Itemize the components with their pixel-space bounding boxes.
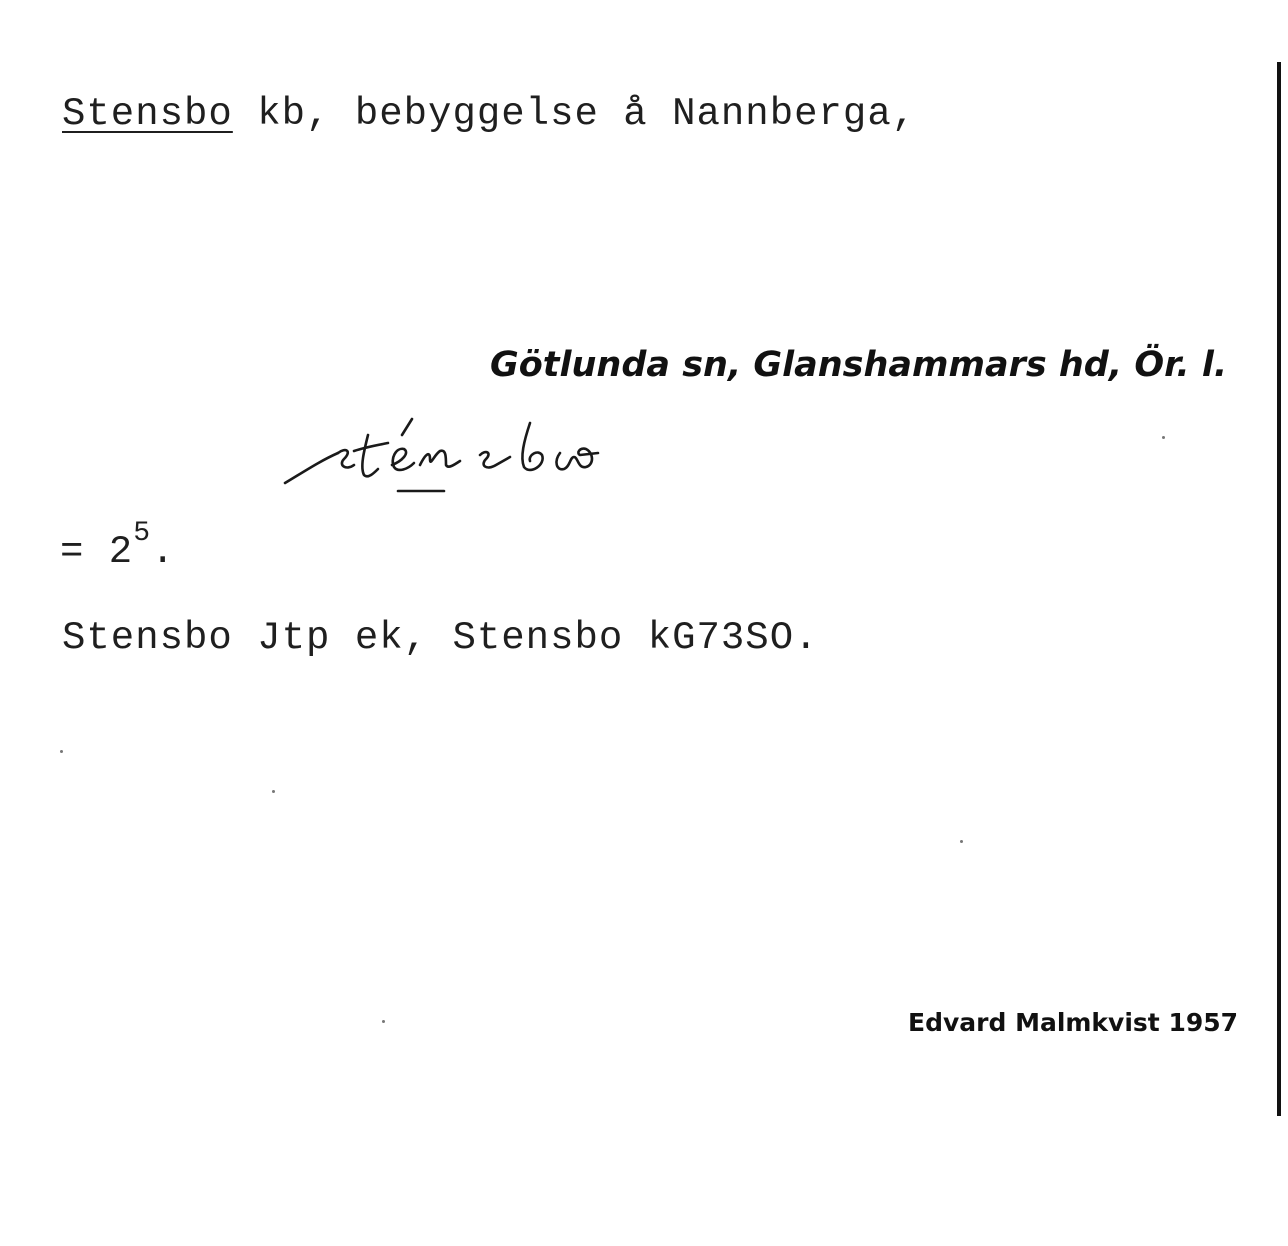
entry-line bbox=[62, 92, 916, 136]
card-edge bbox=[1277, 62, 1281, 1116]
formula-line bbox=[60, 518, 176, 574]
pronunciation-text bbox=[280, 395, 283, 396]
handwritten-pronunciation bbox=[280, 395, 700, 505]
speck bbox=[382, 1020, 385, 1023]
speck bbox=[272, 790, 275, 793]
speck bbox=[1162, 436, 1165, 439]
location-label: Götlunda sn, Glanshammars hd, Ör. l. bbox=[490, 345, 1228, 385]
sources-line: Stensbo Jtp ek, Stensbo kG73SO. bbox=[62, 616, 819, 660]
entry-description: kb, bebyggelse å Nannberga, bbox=[232, 92, 917, 136]
formula-prefix: = 2 bbox=[60, 530, 134, 574]
speck bbox=[60, 750, 63, 753]
headword: Stensbo bbox=[62, 92, 233, 136]
formula-suffix: . bbox=[151, 530, 176, 574]
speck bbox=[960, 840, 963, 843]
pronunciation-handwriting-icon bbox=[280, 395, 700, 505]
formula-exponent: 5 bbox=[133, 518, 152, 549]
author-signature: Edvard Malmkvist 1957 bbox=[908, 1008, 1239, 1037]
